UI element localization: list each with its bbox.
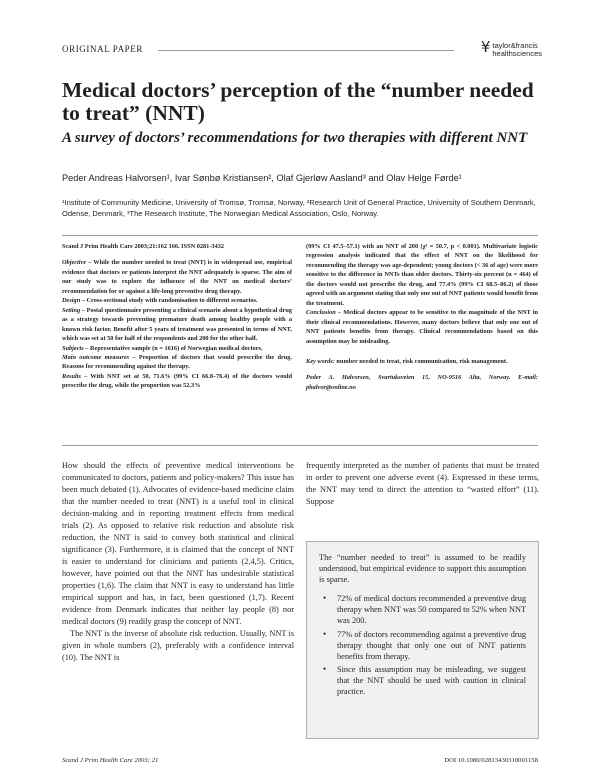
body-paragraph: frequently interpreted as the number of patients that must be treated in order to prevent one adverse event (4). Expressed in these terms, the NNT may tend to direct the attention to “wasted effort” (11). Suppose: [306, 461, 539, 506]
setting-label: Setting: [62, 306, 81, 314]
header-rule: [158, 50, 454, 51]
running-header: [62, 38, 542, 62]
article-title: Medical doctors’ perception of the “number needed to treat” (NNT): [62, 78, 534, 125]
body-left-column: [62, 460, 294, 664]
body-paragraph: The NNT is the inverse of absolute risk reduction. Usually, NNT is given in whole numbers (2), preferably with a confidence interval (10). The NNT is: [62, 629, 294, 662]
footer-doi: DOI 10.1080/02813430310001158: [444, 757, 538, 764]
results-label: Results: [62, 372, 81, 380]
publisher-name-line2: healthsciences: [492, 49, 542, 58]
keywords-label: Key words:: [306, 357, 335, 365]
footer-journal: Scand J Prim Health Care 2003; 21: [62, 757, 159, 764]
abstract-bottom-rule: [62, 445, 538, 446]
body-right-column: [306, 460, 539, 508]
design-label: Design: [62, 297, 81, 305]
results-continued: (99% CI 47.5–57.1) with an NNT of 200 (χ² = 50.7, p < 0.001). Multivariate logistic regression analysis indicated that the effect of NNT on the likelihood for recommending the therapy was age-dependent; young doctors (< 36 of age) were more sensitive to the difference in NNTs than older doctors. Thirty-six percent (n = 464) of the doctors would not prescribe the drug, and 77.4% (99% CI 68.5–86.2) of those agreed with an argument stating that only one out of NNT patients would benefit from the treatment.: [306, 243, 538, 307]
article-subtitle: A survey of doctors’ recommendations for two therapies with different NNT: [62, 130, 528, 146]
conclusion-label: Conclusion: [306, 309, 336, 317]
key-point-item: • Since this assumption may be misleading, we suggest that the NNT should be used with caution in clinical practice.: [319, 664, 526, 697]
body-paragraph: How should the effects of preventive medical interventions be communicated to doctors, patients and policy-makers? This issue has been much debated (1). Advocates of evidence-based medicine claim that the number needed to treat (NNT) is a useful tool in clinical decision-making and in reporting treatment effects from medical trials (2). As opposed to relative risk reduction and absolute risk reduction, the NNT is said to convey both statistical and clinical significance (3). Furthermore, it is claimed that the concept of NNT is easier to understand for clinicians and patients (2,4,5). Critics, however, have pointed out that the NNT has undesirable statistical properties (1,6). The claim that NNT is easy to understand has little empirical support and has, in fact, been questioned (1,7). Recent evidence from Denmark indicates that neither lay people (8) nor medical doctors (9) readily grasp the concept of NNT.: [62, 461, 294, 626]
outcome-text: – Proportion of doctors that would prescribe the drug. Reasons for recommending against the therapy.: [62, 353, 292, 371]
affiliations: ¹Institute of Community Medicine, University of Tromsø, Tromsø, Norway, ²Research Unit of General Practice, University of Southern Denmark, Odense, Denmark, ³The Research Institute, The Norwegian Medical Association, Oslo, Norway.: [62, 198, 536, 218]
publisher-name-line1: taylor&francis: [492, 41, 538, 50]
abstract-right-column: [306, 242, 538, 392]
correspondence-address: Peder A. Halvorsen, Svartuksveien 15, NO-9516 Alta, Norway. E-mail: phalvor@online.no: [306, 374, 538, 391]
objective-text: – While the number needed to treat (NNT) is in widespread use, empirical evidence that doctors or patients interpret the NNT adequately is sparse. The aim of our study was to explore the influence of the NNT on medical doctors’ recommendation for or against a life-long preventive drug therapy.: [62, 259, 292, 295]
key-points-intro: The “number needed to treat” is assumed to be readily understood, but empirical evidence to support this assumption is sparse.: [319, 553, 526, 585]
results-text: – With NNT set at 50, 71.6% (99% CI 66.8–76.4) of the doctors would prescribe the drug, while the proportion was 52.3%: [62, 372, 292, 390]
author-list: Peder Andreas Halvorsen¹, Ivar Sønbø Kristiansen², Olaf Gjerløw Aasland³ and Olav Helge Førde¹: [62, 173, 462, 183]
key-points-list: [319, 593, 526, 697]
abstract-left-column: [62, 242, 292, 391]
subjects-text: – Representative sample (n = 1616) of Norwegian medical doctors.: [83, 344, 263, 352]
journal-citation: Scand J Prim Health Care 2003;21:162 166. ISSN 0281-3432: [62, 243, 225, 250]
key-point-item: • 72% of medical doctors recommended a preventive drug therapy when NNT was 50 compared to 52% when NNT was 200.: [319, 593, 526, 626]
setting-text: – Postal questionnaire presenting a clinical scenario about a hypothetical drug as a strategy towards preventing premature death among healthy people with a known risk factor. Benefit after 5 years of treatment was presented in terms of NNT, which was set at 50 for half of the respondents and 200 for the other half.: [62, 306, 292, 343]
outcome-label: Main outcome measures: [62, 353, 130, 361]
keywords-text: number needed to treat, risk communication, risk management.: [334, 357, 508, 365]
objective-label: Objective: [62, 259, 87, 267]
publisher-mark-icon: ¥: [480, 38, 491, 56]
key-points-box: [306, 541, 539, 739]
key-point-item: • 77% of doctors recommending against a preventive drug therapy thought that only one out of NNT patients benefits from therapy.: [319, 629, 526, 662]
publisher-logo: [480, 38, 542, 58]
subjects-label: Subjects: [62, 344, 84, 352]
abstract-top-rule: [62, 235, 538, 236]
conclusion-text: – Medical doctors appear to be sensitive to the magnitude of the NNT in their clinical recommendations. However, many doctors believe that only one out of NNT patients benefits from therapy. Clinical recommendations based on this assumption may be misleading.: [306, 309, 538, 345]
design-text: – Cross-sectional study with randomisation to different scenarios.: [80, 297, 258, 305]
article-type-label: ORIGINAL PAPER: [62, 44, 143, 54]
